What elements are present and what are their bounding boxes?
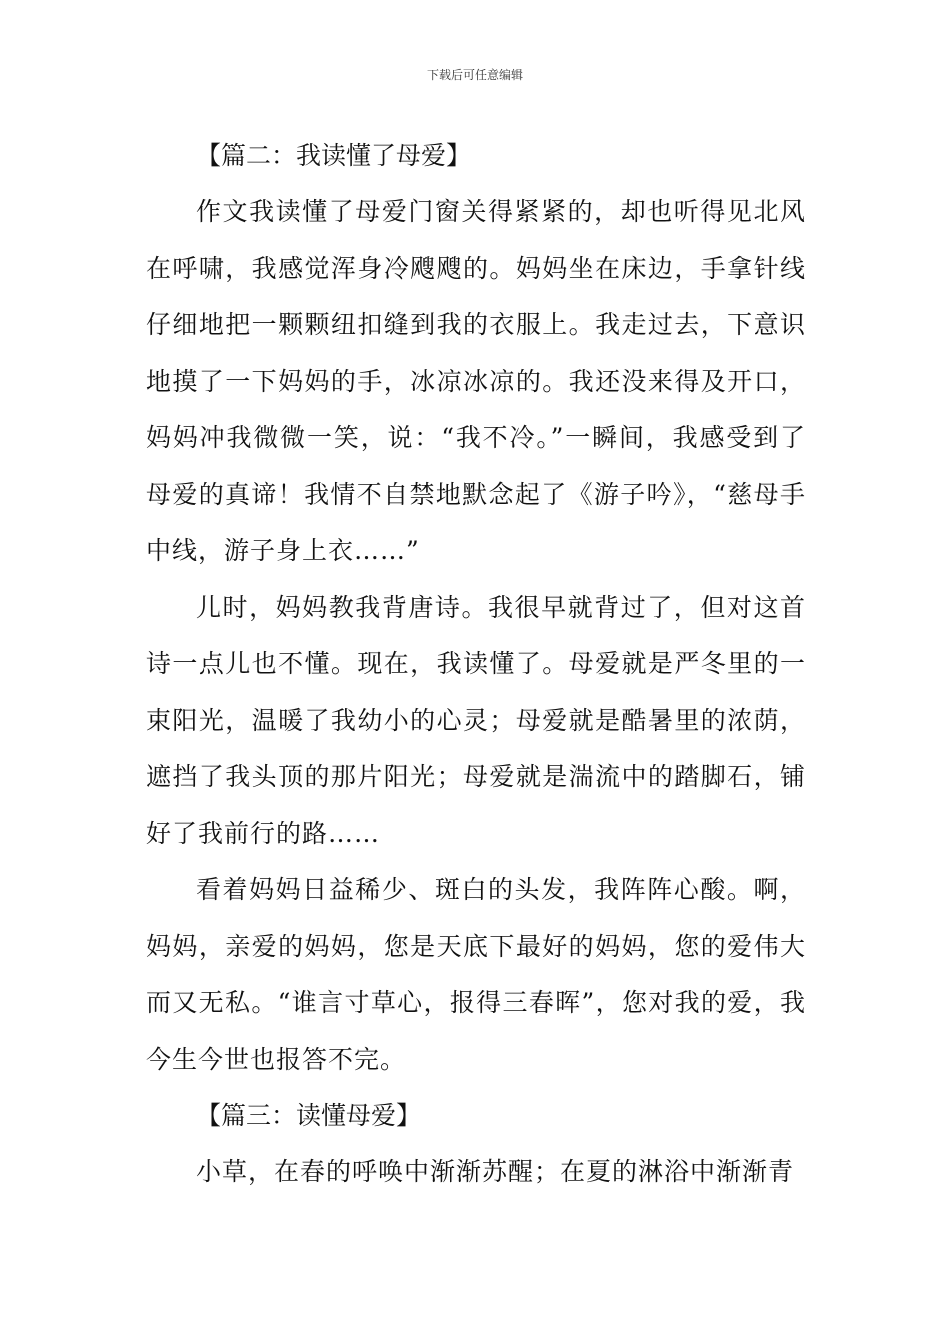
paragraph: 儿时，妈妈教我背唐诗。我很早就背过了，但对这首诗一点儿也不懂。现在，我读懂了。母爱就是严冬里的一束阳光，温暖了我幼小的心灵；母爱就是酷暑里的浓荫，遮挡了我头顶的那片阳光；母爱就是湍流中的踏脚石，铺好了我前行的路…… (146, 592, 806, 848)
page-header-note: 下载后可任意编辑 (426, 68, 523, 82)
paragraph: 作文我读懂了母爱门窗关得紧紧的，却也听得见北风在呼啸，我感觉浑身冷飕飕的。妈妈坐在床边，手拿针线仔细地把一颗颗纽扣缝到我的衣服上。我走过去，下意识地摸了一下妈妈的手，冰凉冰凉的。我还没来得及开口，妈妈冲我微微一笑，说：“我不冷。”一瞬间，我感受到了母爱的真谛！我情不自禁地默念起了《游子吟》，“慈母手中线，游子身上衣……” (146, 197, 806, 565)
section-heading: 【篇三：读懂母爱】 (196, 1101, 422, 1130)
document-body (146, 128, 806, 1201)
section-heading: 【篇二：我读懂了母爱】 (196, 141, 472, 170)
paragraph: 小草，在春的呼唤中渐渐苏醒；在夏的淋浴中渐渐青 (196, 1157, 795, 1186)
paragraph: 看着妈妈日益稀少、斑白的头发，我阵阵心酸。啊，妈妈，亲爱的妈妈，您是天底下最好的妈妈，您的爱伟大而又无私。“谁言寸草心，报得三春晖”，您对我的爱，我今生今世也报答不完。 (146, 875, 806, 1074)
